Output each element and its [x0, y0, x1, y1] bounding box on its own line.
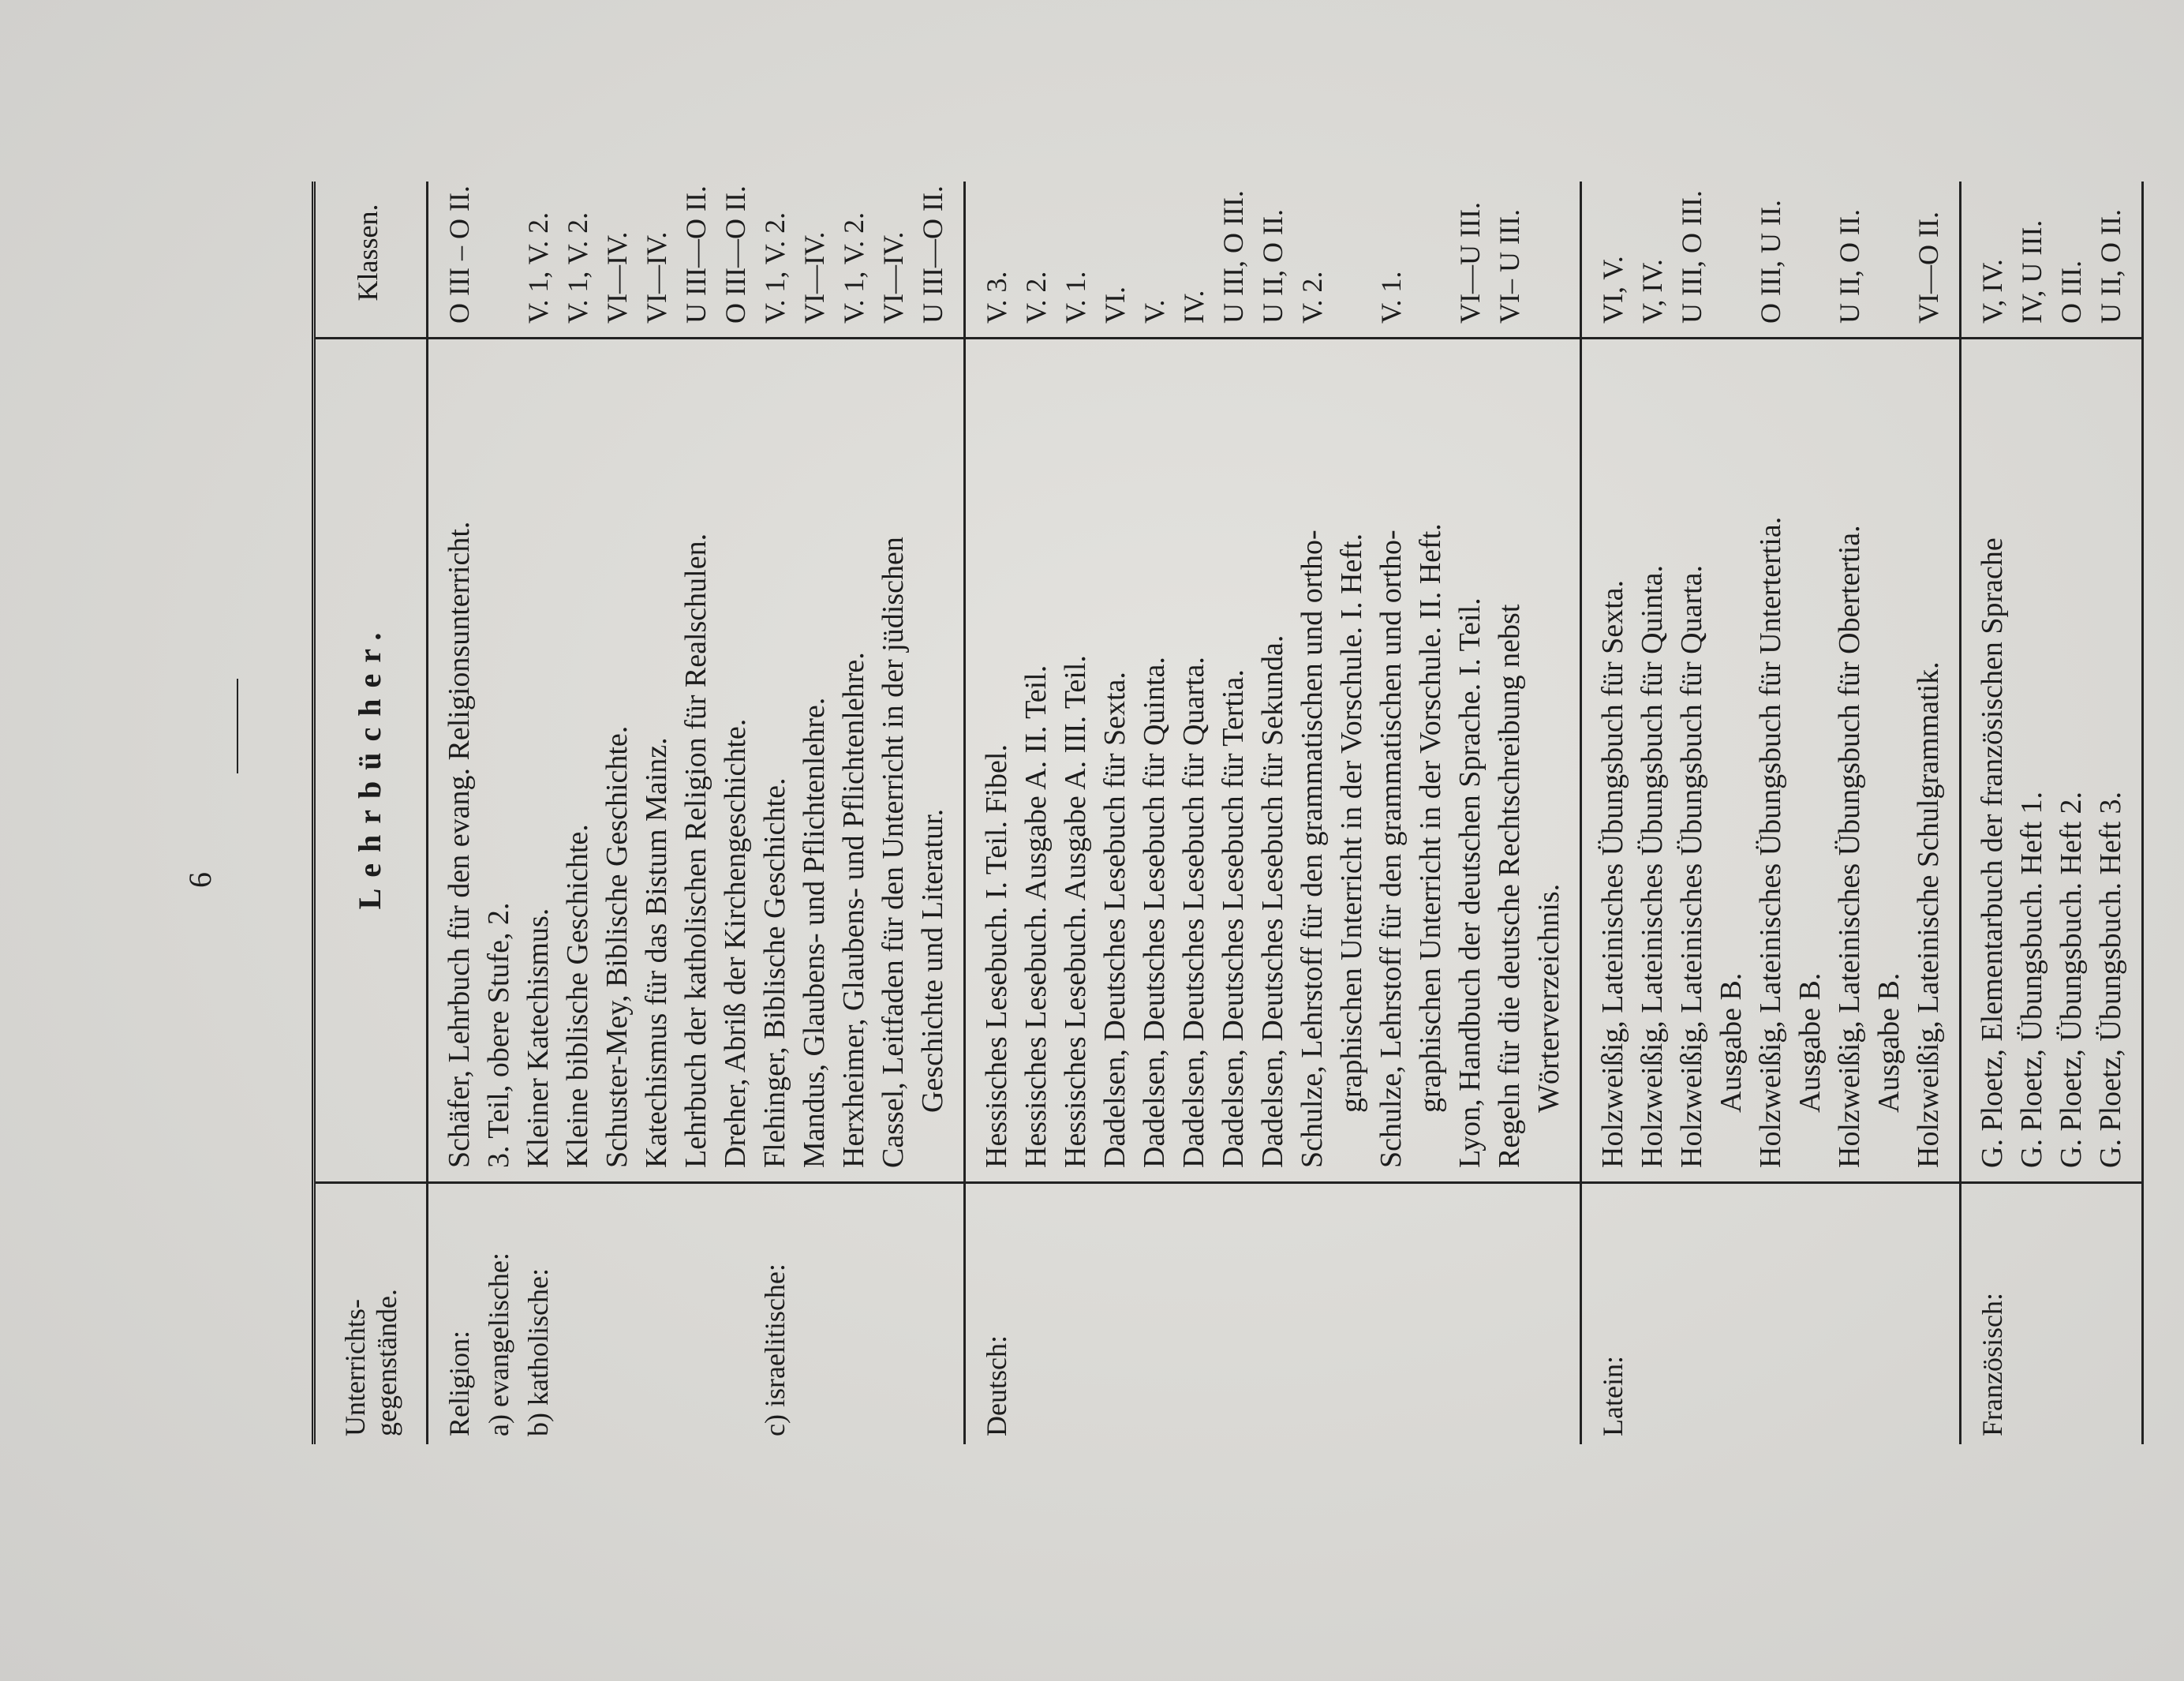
- class-line: O III.: [2055, 260, 2087, 324]
- column-divider: [428, 337, 963, 339]
- page-number: 6: [182, 872, 218, 888]
- column-divider: [966, 1181, 1580, 1184]
- book-cell: [977, 339, 1569, 1184]
- book-line: G. Ploetz, Übungsbuch. Heft 1.: [2015, 791, 2048, 1168]
- class-line: [1411, 182, 1450, 324]
- header-books: Lehrbücher.: [352, 621, 387, 910]
- book-line: Dreher, Abriß der Kirchengeschichte.: [719, 718, 752, 1168]
- class-line: U III, O III.: [1676, 190, 1707, 324]
- class-line: V, IV.: [1636, 259, 1668, 324]
- class-line: U III, O III.: [1217, 190, 1249, 324]
- class-line: O III – O II.: [443, 185, 475, 324]
- book-cell: [518, 339, 755, 1184]
- subject-label: b) katholische:: [522, 1268, 554, 1436]
- book-line: Dadelsen, Deutsches Lesebuch für Quinta.: [1138, 657, 1171, 1168]
- book-line: Holzweißig, Lateinisches Übungsbuch für Sexta.: [1596, 579, 1629, 1168]
- class-line: VI—IV.: [601, 231, 633, 324]
- class-cell: [977, 182, 1569, 339]
- subject-group: [966, 182, 1582, 1444]
- book-cell: [755, 339, 952, 1184]
- book-line: Ausgabe B.: [1872, 972, 1905, 1113]
- subject-label: Latein:: [1597, 1356, 1629, 1436]
- class-cell: [518, 182, 755, 339]
- book-line: Lyon, Handbuch der deutschen Sprache. I. Teil.: [1453, 597, 1487, 1168]
- book-line: Holzweißig, Lateinisches Übungsbuch für Quarta.: [1675, 564, 1708, 1168]
- book-line: Schulze, Lehrstoff für den grammatischen und ortho-: [1296, 530, 1329, 1168]
- book-line: Lehrbuch der katholischen Religion für Realschulen.: [679, 533, 712, 1168]
- book-line: Mandus, Glaubens- und Pflichtenlehre.: [798, 697, 831, 1168]
- table-header: [316, 182, 428, 1444]
- book-line: Katechismus für das Bistum Mainz.: [640, 737, 673, 1168]
- column-divider: [316, 1181, 426, 1184]
- class-line: V. 2.: [1020, 271, 1052, 324]
- class-line: U III—O II.: [917, 185, 948, 324]
- book-line: G. Ploetz, Elementarbuch der französischen Sprache: [1976, 537, 2009, 1168]
- class-line: U II, O II.: [1257, 209, 1288, 324]
- book-line: Geschichte und Literatur.: [916, 808, 949, 1113]
- book-line: Hessisches Lesebuch. Ausgabe A. II. Teil.: [1019, 665, 1053, 1168]
- book-line: Flehinger, Biblische Geschichte.: [758, 777, 791, 1168]
- class-line: [1332, 182, 1371, 324]
- table-row: [518, 182, 755, 1444]
- class-line: V. 1, V. 2.: [562, 212, 593, 324]
- book-line: graphischen Unterricht in der Vorschule. I. Heft.: [1335, 533, 1368, 1113]
- book-cell: [1973, 339, 2130, 1184]
- book-line: Dadelsen, Deutsches Lesebuch für Quarta.: [1177, 657, 1210, 1168]
- class-cell: [479, 182, 518, 339]
- subject-label: Deutsch:: [981, 1335, 1012, 1436]
- class-line: VI—U III.: [1454, 202, 1486, 324]
- subject-label: Religion:: [443, 1331, 475, 1436]
- book-line: graphischen Unterricht in der Vorschule. II. Heft.: [1414, 523, 1447, 1113]
- class-cell: [1593, 182, 1948, 339]
- class-line: V. 3.: [981, 271, 1012, 324]
- class-line: U II, O II.: [1834, 209, 1865, 324]
- book-line: G. Ploetz, Übungsbuch. Heft 3.: [2094, 791, 2127, 1168]
- class-line: VI.: [1099, 286, 1131, 324]
- book-line: Ausgabe B.: [1715, 972, 1748, 1113]
- class-line: VI—IV.: [641, 231, 672, 324]
- class-line: V.: [1139, 299, 1170, 324]
- book-cell: [1593, 339, 1948, 1184]
- class-line: VI– U III.: [1494, 209, 1525, 324]
- book-line: Schulze, Lehrstoff für den grammatischen und ortho-: [1374, 530, 1408, 1168]
- column-divider: [428, 1181, 963, 1184]
- class-line: [1790, 182, 1830, 324]
- class-line: V. 1, V. 2.: [759, 212, 791, 324]
- book-line: Dadelsen, Deutsches Lesebuch für Sexta.: [1098, 672, 1131, 1168]
- book-line: Schuster-Mey, Biblische Geschichte.: [600, 725, 634, 1168]
- book-line: Wörterverzeichnis.: [1532, 883, 1565, 1113]
- book-cell: [479, 339, 518, 1184]
- class-cell: [439, 182, 479, 339]
- book-line: Cassel, Leitfaden für den Unterricht in der jüdischen: [877, 537, 910, 1168]
- book-line: Schäfer, Lehrbuch für den evang. Religionsunterricht.: [443, 521, 476, 1168]
- book-line: Holzweißig, Lateinisches Übungsbuch für Quinta.: [1636, 564, 1669, 1168]
- book-line: G. Ploetz, Übungsbuch. Heft 2.: [2055, 791, 2088, 1168]
- table-row: [439, 182, 479, 1444]
- class-line: VI—IV.: [877, 231, 909, 324]
- class-line: VI—O II.: [1913, 212, 1944, 324]
- table-row: [479, 182, 518, 1444]
- class-line: O III—O II.: [720, 185, 751, 324]
- book-line: Holzweißig, Lateinisches Übungsbuch für Obertertia.: [1833, 525, 1866, 1168]
- table-body: [428, 182, 2144, 1444]
- book-line: Ausgabe B.: [1793, 972, 1827, 1113]
- class-cell: [755, 182, 952, 339]
- subject-group: [428, 182, 966, 1444]
- column-divider: [1582, 1181, 1959, 1184]
- class-line: [1529, 182, 1569, 324]
- class-line: V. 2.: [1296, 271, 1328, 324]
- book-line: Hessisches Lesebuch. I. Teil. Fibel.: [980, 744, 1013, 1168]
- class-line: V. 1, V. 2.: [522, 212, 554, 324]
- table-row: [1973, 182, 2130, 1444]
- column-divider: [1961, 337, 2141, 339]
- page-number-rule: [237, 679, 238, 773]
- class-line: U III—O II.: [680, 185, 712, 324]
- class-line: V, IV.: [1976, 259, 2008, 324]
- table-row: [977, 182, 1569, 1444]
- book-line: Regeln für die deutsche Rechtschreibung nebst: [1493, 604, 1526, 1168]
- table-row: [1593, 182, 1948, 1444]
- subject-label: c) israelitische:: [759, 1264, 791, 1436]
- table-row: [755, 182, 952, 1444]
- book-line: Kleine biblische Geschichte.: [561, 824, 594, 1168]
- book-line: Holzweißig, Lateinische Schulgrammatik.: [1912, 661, 1945, 1168]
- class-line: V. 1, V. 2.: [838, 212, 869, 324]
- column-divider: [1582, 337, 1959, 339]
- column-divider: [966, 337, 1580, 339]
- document-page: [146, 158, 2127, 1602]
- class-line: VI, V.: [1597, 256, 1629, 324]
- column-divider: [1961, 1181, 2141, 1184]
- book-line: Herxheimer, Glaubens- und Pflichtenlehre.: [837, 652, 870, 1168]
- column-divider: [316, 337, 426, 339]
- subject-label: Französisch:: [1976, 1293, 2008, 1436]
- class-line: U II, O II.: [2095, 209, 2126, 324]
- header-classes: Klassen.: [352, 204, 383, 301]
- book-line: Kleiner Katechismus.: [522, 908, 555, 1168]
- book-cell: [439, 339, 479, 1184]
- book-line: Holzweißig, Lateinisches Übungsbuch für Untertertia.: [1754, 516, 1787, 1168]
- class-line: [1869, 182, 1909, 324]
- book-line: 3. Teil, obere Stufe, 2.: [482, 902, 515, 1168]
- book-line: Dadelsen, Deutsches Lesebuch für Tertia.: [1217, 669, 1250, 1168]
- class-cell: [1973, 182, 2130, 339]
- subject-label: a) evangelische:: [483, 1252, 514, 1436]
- class-line: IV.: [1178, 290, 1210, 324]
- class-line: V. 1.: [1375, 271, 1407, 324]
- class-line: O III, U II.: [1755, 200, 1786, 324]
- textbook-table: [312, 182, 2144, 1444]
- class-line: VI—IV.: [798, 231, 830, 324]
- subject-group: [1582, 182, 1961, 1444]
- header-subjects: Unterrichts- gegenstände.: [339, 1289, 402, 1436]
- subject-group: [1961, 182, 2144, 1444]
- class-line: [1711, 182, 1751, 324]
- class-line: V. 1.: [1060, 271, 1091, 324]
- book-line: Hessisches Lesebuch. Ausgabe A. III. Teil.: [1059, 655, 1092, 1168]
- class-line: IV, U III.: [2016, 219, 2048, 324]
- book-line: Dadelsen, Deutsches Lesebuch für Sekunda.: [1256, 635, 1289, 1168]
